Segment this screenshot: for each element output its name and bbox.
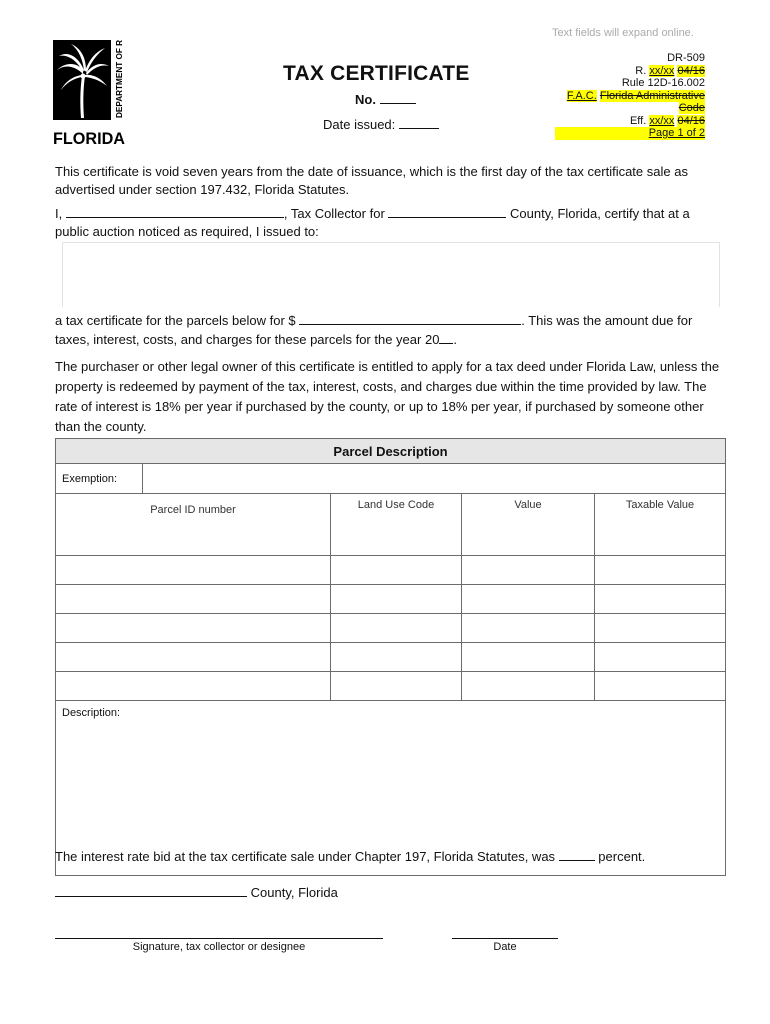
table-row xyxy=(56,643,726,672)
amount-field[interactable] xyxy=(299,312,521,325)
form-effective: Eff. xx/xx 04/16 xyxy=(629,114,705,127)
online-note: Text fields will expand online. xyxy=(552,27,694,39)
land-use-cell[interactable] xyxy=(331,643,462,672)
certificate-number xyxy=(355,91,416,107)
value-cell[interactable] xyxy=(462,585,595,614)
form-fac: F.A.C. Florida Administrative Code xyxy=(566,89,705,114)
land-use-cell[interactable] xyxy=(331,614,462,643)
interest-rate-statement: The interest rate bid at the tax certificate sale under Chapter 197, Florida Statutes, was percent. xyxy=(55,849,646,864)
taxable-value-cell[interactable] xyxy=(595,614,726,643)
form-rule: Rule 12D-16.002 xyxy=(621,77,705,89)
dept-name: DEPARTMENT OF REVENUE xyxy=(115,40,124,118)
certificate-number-label: No. xyxy=(355,92,376,107)
page-title: TAX CERTIFICATE xyxy=(283,62,470,85)
value-cell[interactable] xyxy=(462,614,595,643)
void-notice: This certificate is void seven years from the date of issuance, which is the first day of the tax certificate sale as advertised under section 197.432, Florida Statutes. xyxy=(55,164,688,197)
taxable-value-cell[interactable] xyxy=(595,672,726,701)
state-name: FLORIDA xyxy=(53,129,125,148)
parcel-id-cell[interactable] xyxy=(56,614,331,643)
parcel-id-cell[interactable] xyxy=(56,643,331,672)
taxable-value-cell[interactable] xyxy=(595,556,726,585)
col-land-use-code: Land Use Code xyxy=(331,494,462,556)
county-name-field[interactable] xyxy=(388,205,506,218)
page-number: Page 1 of 2 xyxy=(555,127,705,140)
exemption-field[interactable] xyxy=(143,464,726,494)
purchaser-rights: The purchaser or other legal owner of this certificate is entitled to apply for a tax deed under Florida Law, unless the property is redeemed by payment of the tax, interest, costs, and charges due within the time provided by law. The rate of interest is 18% per year if purchased by the county, or up to 18% per year, if purchased by someone other than the county. xyxy=(55,359,720,434)
value-cell[interactable] xyxy=(462,672,595,701)
certificate-number-field[interactable] xyxy=(380,91,416,104)
certify-statement: I, , Tax Collector for County, Florida, certify that at a public auction noticed as required, I issued to: xyxy=(55,206,690,239)
taxable-value-cell[interactable] xyxy=(595,643,726,672)
parcel-id-cell[interactable] xyxy=(56,585,331,614)
land-use-cell[interactable] xyxy=(331,556,462,585)
col-value: Value xyxy=(462,494,595,556)
form-revision: R. xx/xx 04/16 xyxy=(635,64,705,77)
table-row xyxy=(56,614,726,643)
form-number: DR-509 xyxy=(667,52,705,64)
exemption-label: Exemption: xyxy=(56,464,143,494)
parcel-table-title: Parcel Description xyxy=(56,439,726,464)
interest-rate-field[interactable] xyxy=(559,848,595,861)
date-issued-field[interactable] xyxy=(399,116,439,129)
tax-collector-name-field[interactable] xyxy=(66,205,284,218)
county-signature-block xyxy=(55,884,338,900)
date-field[interactable] xyxy=(452,938,558,953)
purchaser-entry-field[interactable] xyxy=(62,242,720,307)
value-cell[interactable] xyxy=(462,643,595,672)
signature-field[interactable] xyxy=(55,938,383,953)
county-label: County, Florida xyxy=(250,885,338,900)
date-issued xyxy=(323,116,439,132)
date-issued-label: Date issued: xyxy=(323,117,396,132)
date-label: Date xyxy=(493,941,517,953)
form-identifier xyxy=(555,52,705,140)
signature-label: Signature, tax collector or designee xyxy=(132,941,306,953)
taxable-value-cell[interactable] xyxy=(595,585,726,614)
amount-statement: a tax certificate for the parcels below for $ . This was the amount due for taxes, interest, costs, and charges for these parcels for the year 20 . xyxy=(55,313,693,347)
col-parcel-id: Parcel ID number xyxy=(56,494,331,556)
description-label: Description: xyxy=(62,707,121,719)
parcel-description-table xyxy=(55,438,726,876)
palm-tree-icon xyxy=(53,40,127,148)
table-row xyxy=(56,585,726,614)
land-use-cell[interactable] xyxy=(331,585,462,614)
county-field[interactable] xyxy=(55,884,247,897)
col-taxable-value: Taxable Value xyxy=(595,494,726,556)
table-row xyxy=(56,556,726,585)
year-field[interactable] xyxy=(439,331,453,344)
florida-dor-logo xyxy=(53,40,127,148)
parcel-id-cell[interactable] xyxy=(56,672,331,701)
parcel-id-cell[interactable] xyxy=(56,556,331,585)
value-cell[interactable] xyxy=(462,556,595,585)
land-use-cell[interactable] xyxy=(331,672,462,701)
table-row xyxy=(56,672,726,701)
